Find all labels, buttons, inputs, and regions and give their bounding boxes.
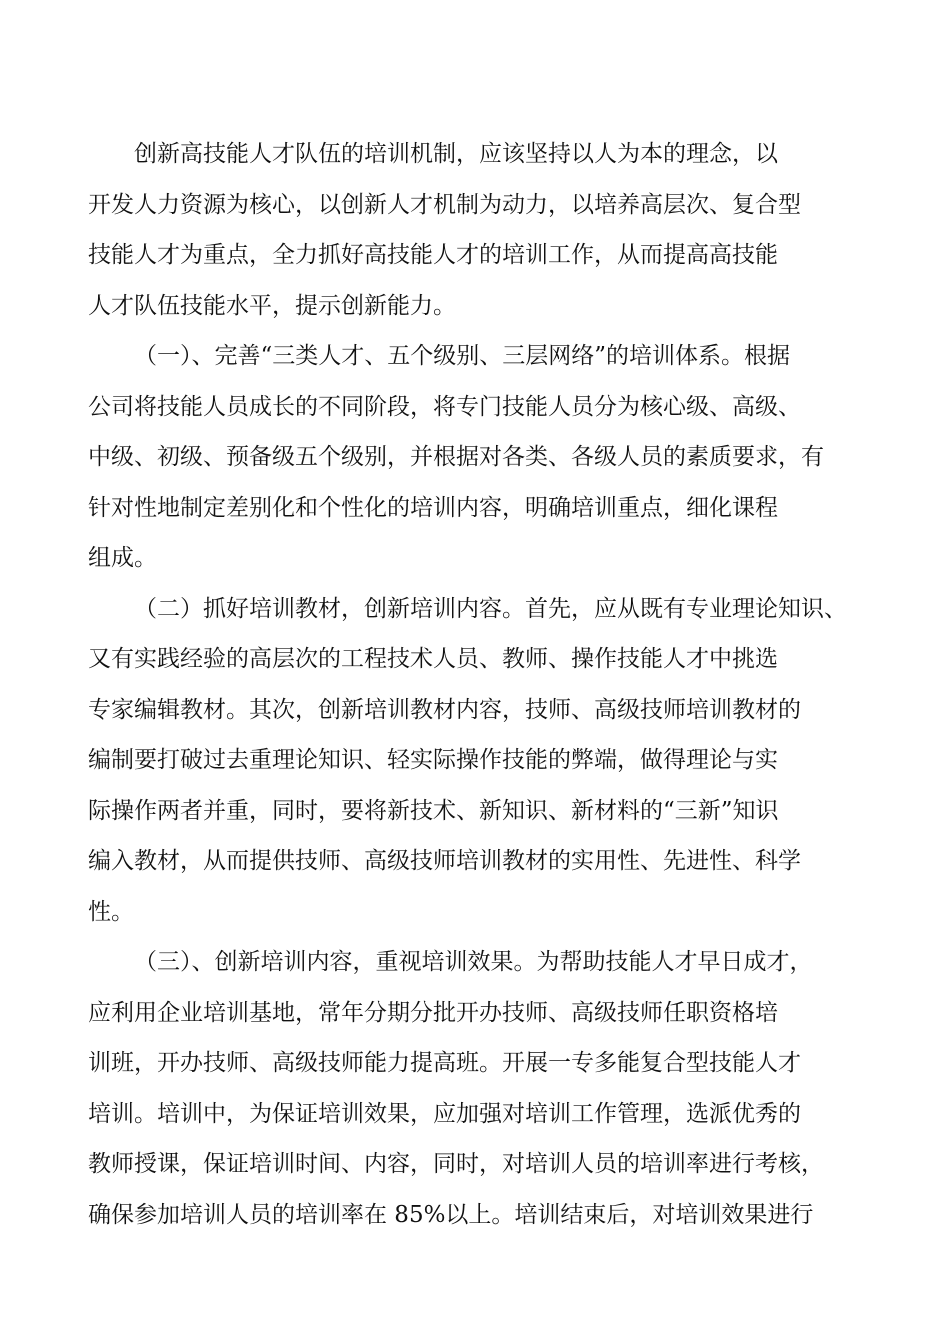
text-line: 教师授课，保证培训时间、内容，同时，对培训人员的培训率进行考核， (88, 1151, 824, 1177)
text-line: 性。 (88, 898, 134, 925)
text-line: 际操作两者并重，同时，要将新技术、新知识、新材料的“三新”知识 (88, 797, 779, 824)
paragraph-section-3 (88, 937, 860, 1240)
text-line: （一）、完善“三类人才、五个级别、三层网络”的培训体系。根据 (134, 343, 791, 369)
text-line: 专家编辑教材。其次，创新培训教材内容，技师、高级技师培训教材的 (88, 696, 801, 723)
text-line: （二）抓好培训教材，创新培训内容。首先，应从既有专业理论知识、 (134, 595, 847, 622)
text-line: 编入教材，从而提供技师、高级技师培训教材的实用性、先进性、科学 (88, 848, 801, 874)
text-line: 人才队伍技能水平，提示创新能力。 (88, 292, 456, 319)
text-line: 训班，开办技师、高级技师能力提高班。开展一专多能复合型技能人才 (88, 1050, 801, 1076)
paragraph-section-1 (88, 331, 860, 584)
text-line: 公司将技能人员成长的不同阶段，将专门技能人员分为核心级、高级、 (88, 393, 801, 420)
text-line: 又有实践经验的高层次的工程技术人员、教师、操作技能人才中挑选 (88, 646, 778, 672)
text-line: 编制要打破过去重理论知识、轻实际操作技能的弊端，做得理论与实 (88, 747, 778, 773)
text-line: 组成。 (88, 545, 157, 571)
text-line: 针对性地制定差别化和个性化的培训内容，明确培训重点，细化课程 (88, 494, 778, 521)
document-body (88, 129, 860, 1240)
text-line: 确保参加培训人员的培训率在 85%以上。培训结束后，对培训效果进行 (88, 1201, 814, 1228)
text-line: 应利用企业培训基地，常年分期分批开办技师、高级技师任职资格培 (88, 999, 778, 1026)
text-line: 开发人力资源为核心，以创新人才机制为动力，以培养高层次、复合型 (88, 191, 801, 218)
text-line: 培训。培训中，为保证培训效果，应加强对培训工作管理，选派优秀的 (88, 1100, 801, 1127)
text-line: 技能人才为重点，全力抓好高技能人才的培训工作，从而提高高技能 (88, 242, 778, 268)
paragraph-intro (88, 129, 860, 331)
text-line: 创新高技能人才队伍的培训机制，应该坚持以人为本的理念，以 (134, 141, 778, 167)
text-line: 中级、初级、预备级五个级别，并根据对各类、各级人员的素质要求，有 (88, 444, 824, 470)
text-line: （三）、创新培训内容，重视培训效果。为帮助技能人才早日成才， (134, 949, 813, 975)
paragraph-section-2 (88, 584, 860, 938)
